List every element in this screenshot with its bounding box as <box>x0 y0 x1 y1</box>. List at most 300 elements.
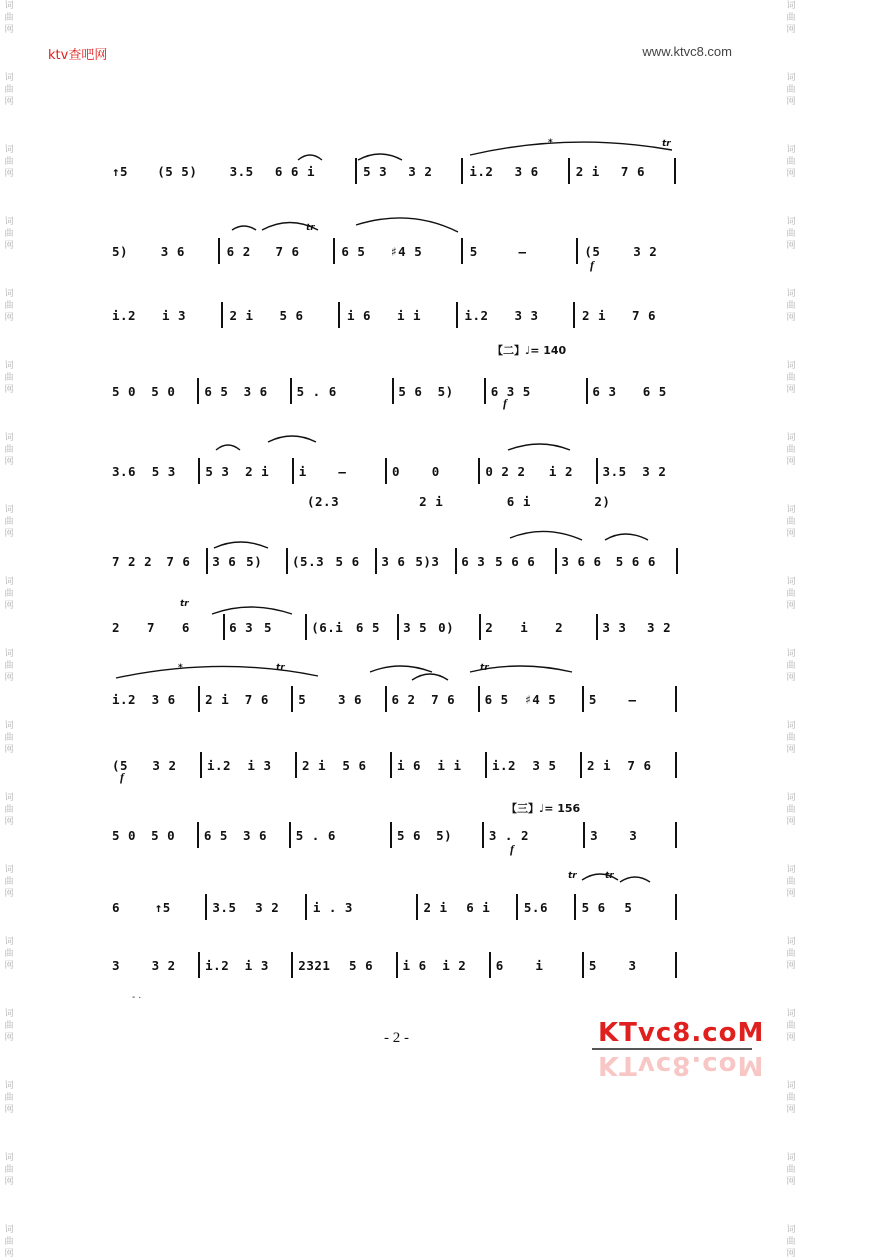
bar-line <box>286 548 288 574</box>
note-group: (5 5) <box>157 164 198 179</box>
watermark-group <box>2 144 16 180</box>
watermark-char: 词 <box>786 433 796 443</box>
bar-line <box>333 238 335 264</box>
note-group: (6.i <box>311 620 344 635</box>
note-group: 5 3 <box>151 464 176 479</box>
watermark-char: 曲 <box>786 733 796 743</box>
watermark-group <box>784 144 798 180</box>
bar-line <box>479 614 481 640</box>
note-group: 6 5 <box>204 384 229 399</box>
note-group: 2 i <box>302 758 327 773</box>
note-group: 2) <box>594 494 611 509</box>
note-group: 6 i <box>506 494 531 509</box>
watermark-char: 曲 <box>4 1165 14 1175</box>
logo-text: KTvc8.coM <box>598 1018 765 1048</box>
bar-line <box>674 158 676 184</box>
bar-line <box>305 614 307 640</box>
note-group: 0) <box>438 620 455 635</box>
note-group: i 3 <box>244 958 269 973</box>
watermark-char: 曲 <box>4 85 14 95</box>
watermark-char: 网 <box>4 241 14 251</box>
svg-text:*: * <box>548 138 553 148</box>
watermark-char: 曲 <box>786 805 796 815</box>
bar-line <box>292 458 294 484</box>
watermark-char: 词 <box>786 1009 796 1019</box>
note-group: 0 <box>431 464 440 479</box>
svg-text:*: * <box>178 663 183 673</box>
note-group: 3 6 <box>514 164 539 179</box>
watermark-group <box>2 576 16 612</box>
note-group: 5 6 6 <box>495 554 536 569</box>
note-group: 2 i <box>587 758 612 773</box>
note-group: i <box>298 464 307 479</box>
bar-line <box>478 458 480 484</box>
watermark-char: 词 <box>4 577 14 587</box>
watermark-char: 网 <box>786 961 796 971</box>
note-group: 5) <box>437 384 454 399</box>
dynamic-forte: f <box>510 842 514 856</box>
watermark-char: 曲 <box>786 157 796 167</box>
note-group: i <box>535 958 544 973</box>
note-group: 2321 <box>298 958 331 973</box>
watermark-char: 曲 <box>4 1093 14 1103</box>
note-group: 5 . 6 <box>296 384 337 399</box>
watermark-group <box>784 0 798 36</box>
bar-line <box>385 686 387 712</box>
bar-line <box>198 952 200 978</box>
watermark-char: 曲 <box>786 85 796 95</box>
watermark-char: 词 <box>786 577 796 587</box>
note-group: 6 5 <box>484 692 509 707</box>
bar-line <box>573 302 575 328</box>
note-group: 2 <box>555 620 564 635</box>
note-group: 0 <box>392 464 401 479</box>
watermark-char: 曲 <box>786 373 796 383</box>
watermark-group <box>784 720 798 756</box>
note-group: 2 <box>485 620 494 635</box>
dynamic-forte: f <box>120 770 124 784</box>
watermark-group <box>784 216 798 252</box>
watermark-char: 曲 <box>786 445 796 455</box>
watermark-char: 网 <box>786 457 796 467</box>
bar-line <box>197 378 199 404</box>
bar-line <box>206 548 208 574</box>
watermark-char: 网 <box>4 25 14 35</box>
note-group: 5 6 <box>279 308 304 323</box>
note-group: i i <box>437 758 462 773</box>
bar-line <box>555 548 557 574</box>
note-group: 2 <box>112 620 121 635</box>
bar-line <box>675 686 677 712</box>
note-group: 5 0 <box>151 828 176 843</box>
watermark-char: 网 <box>786 1105 796 1115</box>
watermark-char: 曲 <box>4 661 14 671</box>
svg-text:tr: tr <box>180 599 189 609</box>
watermark-char: 词 <box>4 433 14 443</box>
watermark-char: 词 <box>786 217 796 227</box>
score-line <box>112 458 692 486</box>
bar-line <box>385 458 387 484</box>
bar-line <box>568 158 570 184</box>
note-group: i 6 <box>402 958 427 973</box>
watermark-char: 网 <box>4 961 14 971</box>
note-group: 5 . 6 <box>295 828 336 843</box>
note-group: 3 6 <box>381 554 406 569</box>
watermark-char: 网 <box>786 97 796 107</box>
watermark-char: 网 <box>786 817 796 827</box>
note-group: 5 0 <box>112 384 137 399</box>
score-line <box>112 158 692 186</box>
watermark-group <box>2 216 16 252</box>
note-group: 6 3 5 <box>490 384 531 399</box>
left-watermark-column <box>2 0 16 1259</box>
note-group: i.2 <box>112 308 137 323</box>
watermark-group <box>784 648 798 684</box>
score-line <box>307 488 887 516</box>
note-group: 7 6 <box>627 758 652 773</box>
note-group: (2.3 <box>307 494 340 509</box>
watermark-char: 词 <box>786 73 796 83</box>
watermark-group <box>2 864 16 900</box>
note-group: 5 <box>624 900 633 915</box>
bar-line <box>221 302 223 328</box>
note-group: ♯4 5 <box>524 692 557 707</box>
note-group: 2 i <box>419 494 444 509</box>
note-group: 0 2 2 <box>485 464 526 479</box>
note-group: 5) <box>436 828 453 843</box>
watermark-char: 词 <box>4 1081 14 1091</box>
watermark-char: 词 <box>786 1 796 11</box>
note-group: 5 6 6 <box>615 554 656 569</box>
score-line <box>112 548 692 576</box>
ktvc8-logo[interactable] <box>598 1018 764 1048</box>
bar-line <box>582 952 584 978</box>
watermark-char: 网 <box>4 313 14 323</box>
note-group: i i <box>397 308 422 323</box>
note-group: 5)3 <box>415 554 440 569</box>
watermark-char: 词 <box>786 361 796 371</box>
note-group: i 3 <box>247 758 272 773</box>
watermark-char: 词 <box>786 1153 796 1163</box>
bar-line <box>478 686 480 712</box>
watermark-char: 网 <box>4 457 14 467</box>
note-group: 5 <box>588 692 597 707</box>
bar-line <box>574 894 576 920</box>
watermark-char: 网 <box>786 1249 796 1259</box>
note-group: 5 3 <box>205 464 230 479</box>
watermark-char: 词 <box>786 1081 796 1091</box>
watermark-char: 曲 <box>4 877 14 887</box>
watermark-group <box>784 936 798 972</box>
watermark-char: 网 <box>4 169 14 179</box>
watermark-char: 词 <box>786 721 796 731</box>
note-group: 3 6 <box>243 384 268 399</box>
score-line <box>112 378 692 406</box>
bar-line <box>305 894 307 920</box>
bar-line <box>516 894 518 920</box>
watermark-group <box>784 72 798 108</box>
dynamic-forte: f <box>503 396 507 410</box>
note-group: 7 6 <box>620 164 645 179</box>
watermark-char: 曲 <box>786 661 796 671</box>
watermark-char: 网 <box>4 817 14 827</box>
page-number: - 2 - <box>384 1030 409 1046</box>
watermark-char: 网 <box>4 1033 14 1043</box>
watermark-group <box>2 288 16 324</box>
note-group: 6 2 <box>226 244 251 259</box>
right-watermark-column <box>784 0 798 1259</box>
section-marker-2: 【二】♩= 140 <box>492 344 567 357</box>
bar-line <box>675 822 677 848</box>
watermark-char: 曲 <box>4 229 14 239</box>
bar-line <box>675 952 677 978</box>
bar-line <box>397 614 399 640</box>
note-group: 3 3 <box>602 620 627 635</box>
note-group: 5 6 <box>398 384 423 399</box>
svg-text:tr: tr <box>480 663 489 673</box>
watermark-char: 网 <box>786 601 796 611</box>
watermark-char: 词 <box>4 1225 14 1235</box>
note-group: i 6 <box>347 308 372 323</box>
watermark-char: 词 <box>4 793 14 803</box>
note-group: 3.5 <box>602 464 627 479</box>
bar-line <box>198 458 200 484</box>
section-marker-3: 【三】♩= 156 <box>506 802 581 815</box>
note-group: 6 5 <box>341 244 366 259</box>
note-group: 5 6 <box>397 828 422 843</box>
note-group: 7 <box>146 620 155 635</box>
note-group: 7 2 2 <box>112 554 153 569</box>
watermark-char: 曲 <box>786 877 796 887</box>
bar-line <box>583 822 585 848</box>
watermark-char: 曲 <box>4 805 14 815</box>
watermark-group <box>2 1152 16 1188</box>
site-url[interactable]: www.ktvc8.com <box>642 44 732 59</box>
watermark-group <box>2 648 16 684</box>
watermark-group <box>2 504 16 540</box>
watermark-group <box>2 1008 16 1044</box>
bar-line <box>489 952 491 978</box>
note-group: 5 <box>469 244 478 259</box>
watermark-char: 曲 <box>786 1237 796 1247</box>
score-line <box>112 686 692 714</box>
note-group: 3 5 <box>403 620 428 635</box>
watermark-char: 曲 <box>786 1165 796 1175</box>
watermark-char: 网 <box>4 745 14 755</box>
watermark-char: 曲 <box>786 589 796 599</box>
watermark-char: 网 <box>786 745 796 755</box>
bar-line <box>295 752 297 778</box>
note-group: 2 i <box>245 464 270 479</box>
bar-line <box>485 752 487 778</box>
watermark-char: 曲 <box>786 301 796 311</box>
svg-text:tr: tr <box>276 663 285 673</box>
watermark-char: 网 <box>4 385 14 395</box>
note-group: 5.6 <box>523 900 548 915</box>
watermark-char: 网 <box>4 889 14 899</box>
bar-line <box>455 548 457 574</box>
bar-line <box>396 952 398 978</box>
watermark-char: 网 <box>4 1105 14 1115</box>
note-group: 5 <box>588 958 597 973</box>
watermark-group <box>2 792 16 828</box>
watermark-char: 网 <box>786 1033 796 1043</box>
watermark-char: 曲 <box>4 733 14 743</box>
note-group: i.2 <box>205 958 230 973</box>
watermark-group <box>784 1152 798 1188</box>
watermark-group <box>2 720 16 756</box>
watermark-char: 网 <box>4 1249 14 1259</box>
bar-line <box>586 378 588 404</box>
note-group: — <box>518 244 527 259</box>
note-group: 3 5 <box>532 758 557 773</box>
note-group: 6 5 <box>642 384 667 399</box>
watermark-char: 曲 <box>4 589 14 599</box>
watermark-char: 网 <box>786 169 796 179</box>
bar-line <box>580 752 582 778</box>
watermark-char: 词 <box>4 937 14 947</box>
score-line <box>112 894 692 922</box>
note-group: 3 3 <box>514 308 539 323</box>
watermark-char: 曲 <box>4 1021 14 1031</box>
watermark-char: 曲 <box>786 1021 796 1031</box>
note-group: 6 5 <box>355 620 380 635</box>
bar-line <box>596 458 598 484</box>
bar-line <box>205 894 207 920</box>
note-group: ↑5 <box>112 164 129 179</box>
watermark-char: 词 <box>4 1 14 11</box>
note-group: (5 <box>584 244 601 259</box>
watermark-char: 网 <box>4 529 14 539</box>
score-line <box>112 614 692 642</box>
note-group: 3 6 <box>151 692 176 707</box>
note-group: 7 6 <box>431 692 456 707</box>
note-group: 6 6 i <box>274 164 315 179</box>
note-group: 3 6 <box>337 692 363 707</box>
note-group: 6 <box>181 620 190 635</box>
watermark-char: 词 <box>4 505 14 515</box>
note-group: — <box>628 692 637 707</box>
score-line <box>112 822 692 850</box>
watermark-group <box>784 792 798 828</box>
watermark-char: 词 <box>786 649 796 659</box>
site-name[interactable]: ktv查吧网 <box>48 48 108 63</box>
watermark-char: 曲 <box>4 517 14 527</box>
note-group: 3 6 <box>212 554 237 569</box>
score-line <box>112 302 692 330</box>
note-group: 3.5 <box>212 900 237 915</box>
note-group: 5 6 <box>349 958 374 973</box>
note-group: 5 3 <box>363 164 388 179</box>
note-group: 6 5 <box>203 828 228 843</box>
watermark-char: 曲 <box>786 229 796 239</box>
watermark-char: 曲 <box>4 373 14 383</box>
bar-line <box>200 752 202 778</box>
watermark-char: 词 <box>4 721 14 731</box>
watermark-char: 曲 <box>4 157 14 167</box>
note-group: i 2 <box>548 464 573 479</box>
note-group: 6 3 <box>592 384 617 399</box>
watermark-char: 词 <box>786 289 796 299</box>
note-group: 3 . 2 <box>488 828 529 843</box>
watermark-group <box>2 1080 16 1116</box>
note-group: 2 i <box>423 900 448 915</box>
note-group: i.2 <box>469 164 494 179</box>
watermark-char: 网 <box>4 97 14 107</box>
watermark-char: 网 <box>786 385 796 395</box>
note-group: i 6 <box>397 758 422 773</box>
note-group: i.2 <box>492 758 517 773</box>
watermark-char: 词 <box>4 289 14 299</box>
watermark-char: 网 <box>786 529 796 539</box>
bar-line <box>675 752 677 778</box>
watermark-group <box>2 1224 16 1260</box>
score-line <box>112 238 692 266</box>
watermark-group <box>2 936 16 972</box>
bar-line <box>392 378 394 404</box>
note-group: 3 2 <box>151 958 176 973</box>
watermark-char: 词 <box>4 145 14 155</box>
note-group: 6 <box>495 958 504 973</box>
watermark-char: 词 <box>4 865 14 875</box>
watermark-group <box>784 1224 798 1260</box>
watermark-group <box>784 432 798 468</box>
bar-line <box>223 614 225 640</box>
stray-marks: - · <box>132 992 142 1003</box>
note-group: 3 <box>628 958 637 973</box>
note-group: i 2 <box>442 958 467 973</box>
note-group: 7 6 <box>632 308 657 323</box>
bar-line <box>390 822 392 848</box>
watermark-char: 网 <box>786 25 796 35</box>
watermark-char: 曲 <box>4 301 14 311</box>
note-group: 6 3 <box>229 620 254 635</box>
watermark-char: 曲 <box>4 1237 14 1247</box>
watermark-group <box>2 72 16 108</box>
bar-line <box>291 952 293 978</box>
watermark-group <box>784 864 798 900</box>
note-group: ♯4 5 <box>390 244 423 259</box>
watermark-group <box>2 432 16 468</box>
bar-line <box>582 686 584 712</box>
watermark-char: 词 <box>4 1153 14 1163</box>
watermark-char: 网 <box>786 1177 796 1187</box>
bar-line <box>291 686 293 712</box>
watermark-char: 词 <box>4 73 14 83</box>
note-group: ↑5 <box>154 900 171 915</box>
note-group: 3 6 <box>242 828 268 843</box>
note-group: 3 <box>629 828 638 843</box>
watermark-group <box>784 288 798 324</box>
note-group: 6 i <box>466 900 491 915</box>
score-line <box>112 752 692 780</box>
note-group: i.2 <box>464 308 489 323</box>
bar-line <box>461 238 463 264</box>
watermark-char: 曲 <box>4 445 14 455</box>
watermark-char: 曲 <box>786 949 796 959</box>
watermark-char: 词 <box>786 793 796 803</box>
watermark-char: 曲 <box>786 517 796 527</box>
watermark-char: 词 <box>786 937 796 947</box>
note-group: 2 i <box>575 164 600 179</box>
note-group: 6 3 <box>461 554 486 569</box>
watermark-char: 曲 <box>4 13 14 23</box>
bar-line <box>197 822 199 848</box>
note-group: 3 2 <box>408 164 433 179</box>
watermark-char: 词 <box>786 505 796 515</box>
bar-line <box>416 894 418 920</box>
bar-line <box>338 302 340 328</box>
